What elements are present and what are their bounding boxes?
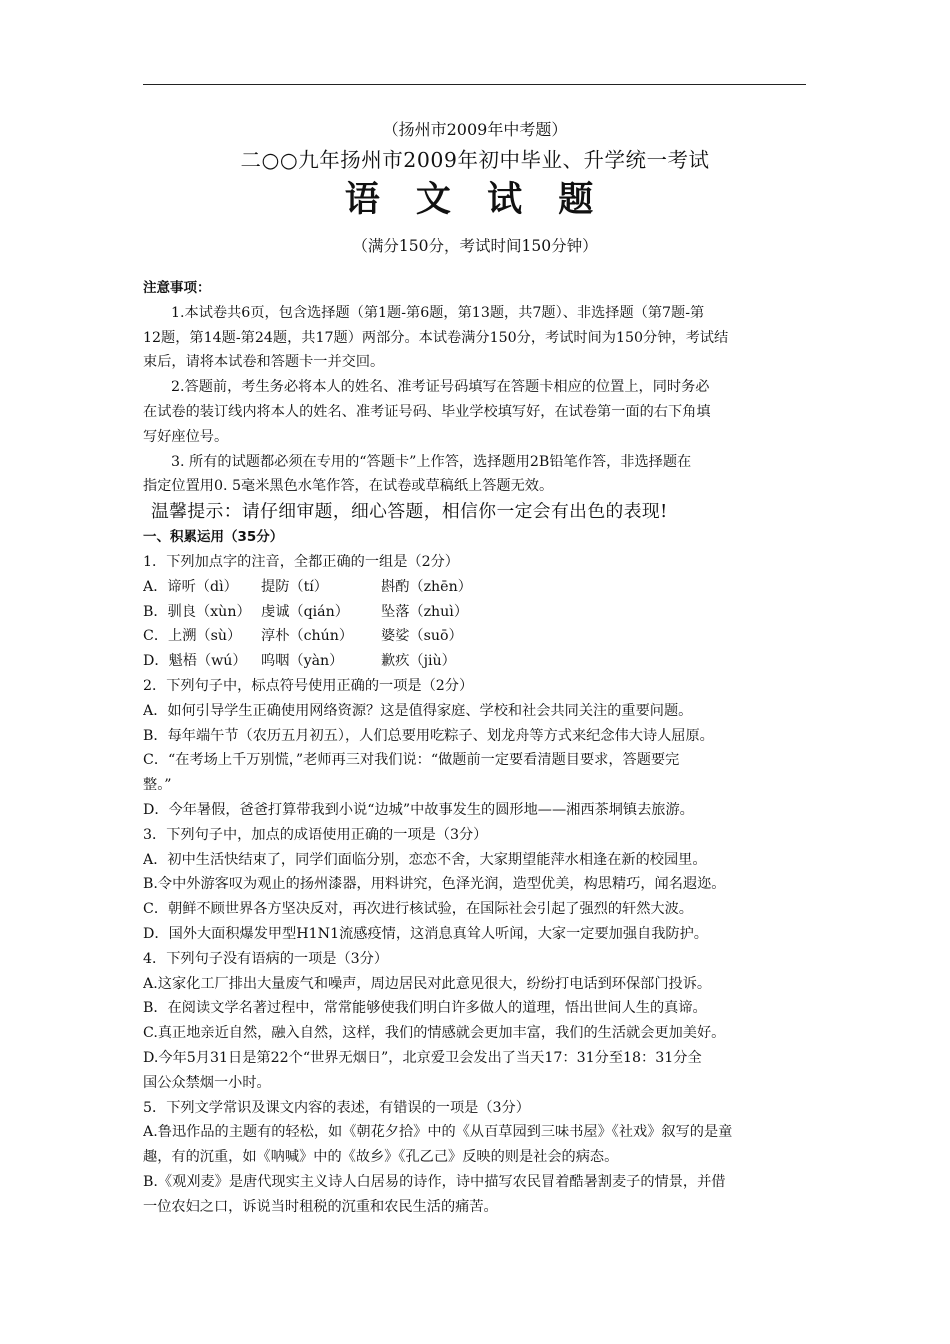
source-note: （扬州市2009年中考题） — [382, 120, 568, 139]
exam-body — [143, 276, 806, 1219]
q1-option-a — [143, 575, 806, 600]
page-title: 语 文 试 题 — [344, 180, 606, 220]
notice-item-1-line-3: 束后，请将本试卷和答题卡一并交回。 — [143, 354, 385, 371]
notice-item-2-line-1: 2.答题前，考生务必将本人的姓名、准考证号码填写在答题卡相应的位置上，同时务必 — [171, 379, 710, 396]
q3-option-c: C．朝鲜不顾世界各方坚决反对，再次进行核试验，在国际社会引起了强烈的轩然大波。 — [143, 901, 693, 918]
q1-option-b — [143, 600, 806, 625]
notice-item-3-line-1: 3. 所有的试题都必须在专用的“答题卡”上作答，选择题用2B铅笔作答，非选择题在 — [171, 453, 692, 470]
q2-option-d: D．今年暑假，爸爸打算带我到小说“边城”中故事发生的圆形地——湘西茶垌镇去旅游。 — [143, 801, 694, 818]
q1-a-word-1: A．谛听（dì） — [143, 578, 238, 595]
q4-option-b: B．在阅读文学名著过程中，常常能够使我们明白许多做人的道理，悟出世间人生的真谛。 — [143, 1000, 707, 1017]
q1-b-word-1: B．驯良（xùn） — [143, 603, 251, 620]
q1-b-word-3: 坠落（zhuì） — [381, 603, 469, 620]
notice-item-3-line-2: 指定位置用0. 5毫米黑色水笔作答，在试卷或草稿纸上答题无效。 — [143, 478, 554, 495]
q3-option-b: B.令中外游客叹为观止的扬州漆器，用料讲究，色泽光润，造型优美，构思精巧，闻名遐迩。 — [143, 876, 726, 893]
q2-stem: 2．下列句子中，标点符号使用正确的一项是（2分） — [143, 677, 474, 694]
q1-d-word-3: 歉疚（jiù） — [381, 653, 456, 670]
q4-option-d-line-1: D.今年5月31日是第22个“世界无烟日”，北京爱卫会发出了当天17：31分至18：31分全 — [143, 1049, 702, 1066]
q1-c-word-1: C．上溯（sù） — [143, 628, 242, 645]
q5-option-a-line-2: 趣，有的沉重，如《呐喊》中的《故乡》《孔乙己》反映的则是社会的病态。 — [143, 1149, 619, 1166]
q1-b-word-2: 虔诚（qián） — [261, 603, 349, 620]
q5-option-b-line-1: B.《观刈麦》是唐代现实主义诗人白居易的诗作，诗中描写农民冒着酷暑割麦子的情景，并借 — [143, 1173, 726, 1190]
notice-item-2-line-2: 在试卷的装订线内将本人的姓名、准考证号码、毕业学校填写好，在试卷第一面的右下角填 — [143, 403, 711, 420]
section-1-heading: 一、积累运用（35分） — [143, 529, 284, 546]
q3-stem: 3．下列句子中，加点的成语使用正确的一项是（3分） — [143, 826, 488, 843]
q1-option-c — [143, 624, 806, 649]
q1-option-d — [143, 649, 806, 674]
exam-name: 二○○九年扬州市2009年初中毕业、升学统一考试 — [240, 148, 710, 172]
notice-item-1-line-2: 12题，第14题-第24题，共17题）两部分。本试卷满分150分，考试时间为150分钟，考试结 — [143, 329, 729, 346]
q4-option-a: A.这家化工厂排出大量废气和噪声，周边居民对此意见很大，纷纷打电话到环保部门投诉。 — [143, 975, 712, 992]
q3-option-d: D．国外大面积爆发甲型H1N1流感疫情，这消息真耸人听闻，大家一定要加强自我防护。 — [143, 925, 708, 942]
q5-stem: 5．下列文学常识及课文内容的表述，有错误的一项是（3分） — [143, 1099, 530, 1116]
q3-option-a: A．初中生活快结束了，同学们面临分别，恋恋不舍，大家期望能萍水相逢在新的校园里。 — [143, 851, 707, 868]
q2-option-b: B．每年端午节（农历五月初五），人们总要用吃粽子、划龙舟等方式来纪念伟大诗人屈原。 — [143, 727, 714, 744]
q5-option-b-line-2: 一位农妇之口，诉说当时租税的沉重和农民生活的痛苦。 — [143, 1198, 498, 1215]
q1-d-word-1: D．魁梧（wú） — [143, 653, 247, 670]
q1-a-word-2: 提防（tí） — [261, 578, 328, 595]
tip-line: 温馨提示：请仔细审题，细心答题，相信你一定会有出色的表现! — [151, 501, 668, 523]
q1-a-word-3: 斟酌（zhēn） — [381, 578, 472, 595]
q1-d-word-2: 呜咽（yàn） — [261, 653, 344, 670]
q4-option-c: C.真正地亲近自然，融入自然，这样，我们的情感就会更加丰富，我们的生活就会更加美好。 — [143, 1025, 726, 1042]
notice-heading: 注意事项： — [143, 280, 211, 296]
q1-c-word-3: 婆娑（suō） — [381, 628, 463, 645]
q5-option-a-line-1: A.鲁迅作品的主题有的轻松，如《朝花夕拾》中的《从百草园到三味书屋》《社戏》叙写的是童 — [143, 1124, 733, 1141]
q1-stem: 1．下列加点字的注音，全都正确的一组是（2分） — [143, 553, 459, 570]
q4-stem: 4．下列句子没有语病的一项是（3分） — [143, 950, 389, 967]
score-time: （满分150分，考试时间150分钟） — [352, 237, 598, 255]
q1-c-word-2: 淳朴（chún） — [261, 628, 354, 645]
q2-option-a: A．如何引导学生正确使用网络资源？这是值得家庭、学校和社会共同关注的重要问题。 — [143, 702, 693, 719]
notice-item-1-line-1: 1.本试卷共6页，包含选择题（第1题-第6题，第13题，共7题）、非选择题（第7题-第 — [171, 304, 705, 321]
q2-option-c-line-1: C．“在考场上千万别慌，”老师再三对我们说：“做题前一定要看清题目要求，答题要完 — [143, 752, 680, 769]
q4-option-d-line-2: 国公众禁烟一小时。 — [143, 1074, 271, 1091]
q2-option-c-line-2: 整。” — [143, 777, 172, 794]
notice-item-2-line-3: 写好座位号。 — [143, 428, 229, 445]
header-rule — [143, 84, 806, 85]
